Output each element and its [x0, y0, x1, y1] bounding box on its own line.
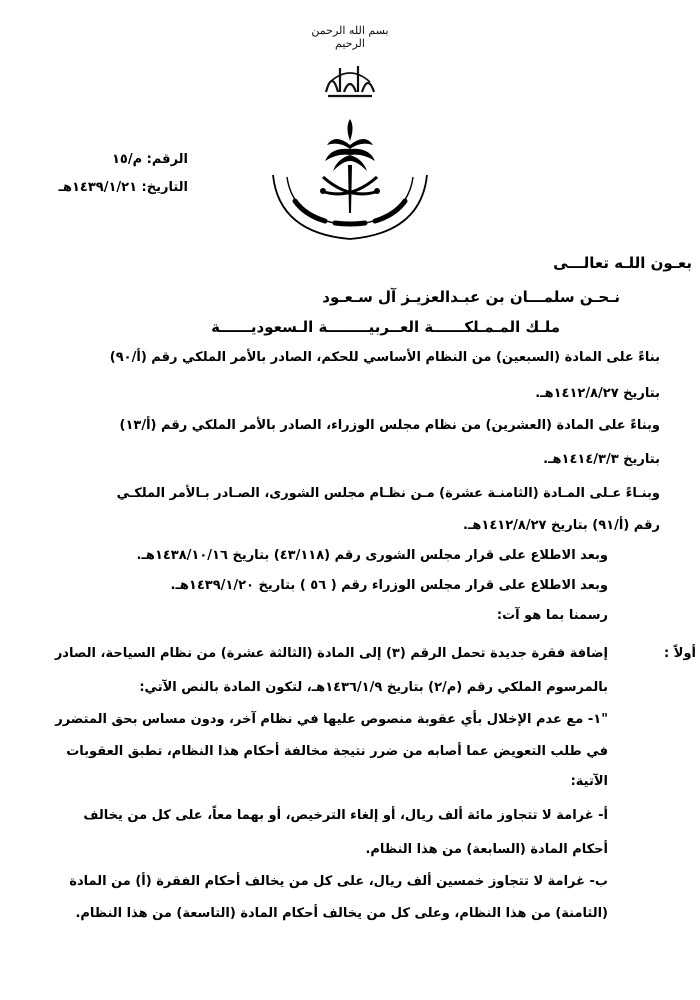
clause-b-line-2: (الثامنة) من هذا النظام، وعلى كل من يخالف أحكام المادة (التاسعة) من هذا النظام. — [75, 906, 608, 921]
reference-number: الرقم: م/١٥ — [111, 152, 188, 167]
preamble-1-line-1: بناءً على المادة (السبعين) من النظام الأساسي للحكم، الصادر بالأمر الملكي رقم (أ/٩٠) — [109, 350, 660, 365]
article-first-line-1: إضافة فقرة جديدة تحمل الرقم (٣) إلى المادة (الثالثة عشرة) من نظام السياحة، الصادر — [54, 646, 608, 661]
basmala-calligraphy: بسم الله الرحمن الرحيم — [311, 24, 389, 50]
clause-1-line-2: في طلب التعويض عما أصابه من ضرر نتيجة مخالفة أحكام هذا النظام، تطبق العقوبات — [66, 744, 608, 759]
issue-date: التاريخ: ١٤٣٩/١/٢١هـ — [58, 180, 188, 195]
clause-a-line-1: أ- غرامة لا تتجاوز مائة ألف ريال، أو إلغاء الترخيص، أو بهما معاً، على كل من يخالف — [83, 808, 608, 823]
preamble-4: وبعد الاطلاع على قرار مجلس الشورى رقم (٤٣/١١٨) بتاريخ ١٤٣٨/١٠/١٦هـ. — [136, 548, 608, 563]
king-name: نـحـن سلمـــان بن عبـدالعزيـز آل سـعـود — [322, 288, 620, 306]
preamble-1-line-2: بتاريخ ١٤١٢/٨/٢٧هـ. — [535, 386, 660, 401]
article-first-label: أولاً : — [664, 646, 696, 661]
preamble-3-line-2: رقم (أ/٩١) بتاريخ ١٤١٢/٨/٢٧هـ. — [463, 518, 660, 533]
clause-1-line-3: الآتية: — [570, 774, 608, 789]
saudi-emblem-seal-icon — [265, 105, 435, 245]
clause-a-line-2: أحكام المادة (السابعة) من هذا النظام. — [365, 842, 608, 857]
preamble-2-line-1: وبناءً على المادة (العشرين) من نظام مجلس الوزراء، الصادر بالأمر الملكي رقم (أ/١٣) — [119, 418, 660, 433]
decree-phrase: رسمنا بما هو آت: — [496, 608, 608, 623]
preamble-2-line-2: بتاريخ ١٤١٤/٣/٣هـ. — [543, 452, 660, 467]
article-first-line-2: بالمرسوم الملكي رقم (م/٢) بتاريخ ١٤٣٦/١/٩هـ، لتكون المادة بالنص الآتي: — [139, 680, 608, 695]
preamble-5: وبعد الاطلاع على قرار مجلس الوزراء رقم ( ٥٦ ) بتاريخ ١٤٣٩/١/٢٠هـ. — [170, 578, 608, 593]
clause-b-line-1: ب- غرامة لا تتجاوز خمسين ألف ريال، على كل من يخالف أحكام الفقرة (أ) من المادة — [69, 874, 608, 889]
king-title: ملـك المـمـلكــــــة العــربيــــــــة الـسعوديــــــة — [211, 318, 560, 336]
preamble-3-line-1: وبنـاءً عـلى المـادة (الثامنـة عشرة) مـن نظـام مجلس الشورى، الصـادر بـالأمر الملكـي — [116, 486, 660, 501]
shahada-calligraphy-icon — [320, 62, 380, 102]
opening-line: بعـون اللـه تعالـــى — [553, 254, 692, 272]
clause-1-line-1: "١- مع عدم الإخلال بأي عقوبة منصوص عليها في نظام آخر، ودون مساس بحق المتضرر — [55, 712, 608, 727]
